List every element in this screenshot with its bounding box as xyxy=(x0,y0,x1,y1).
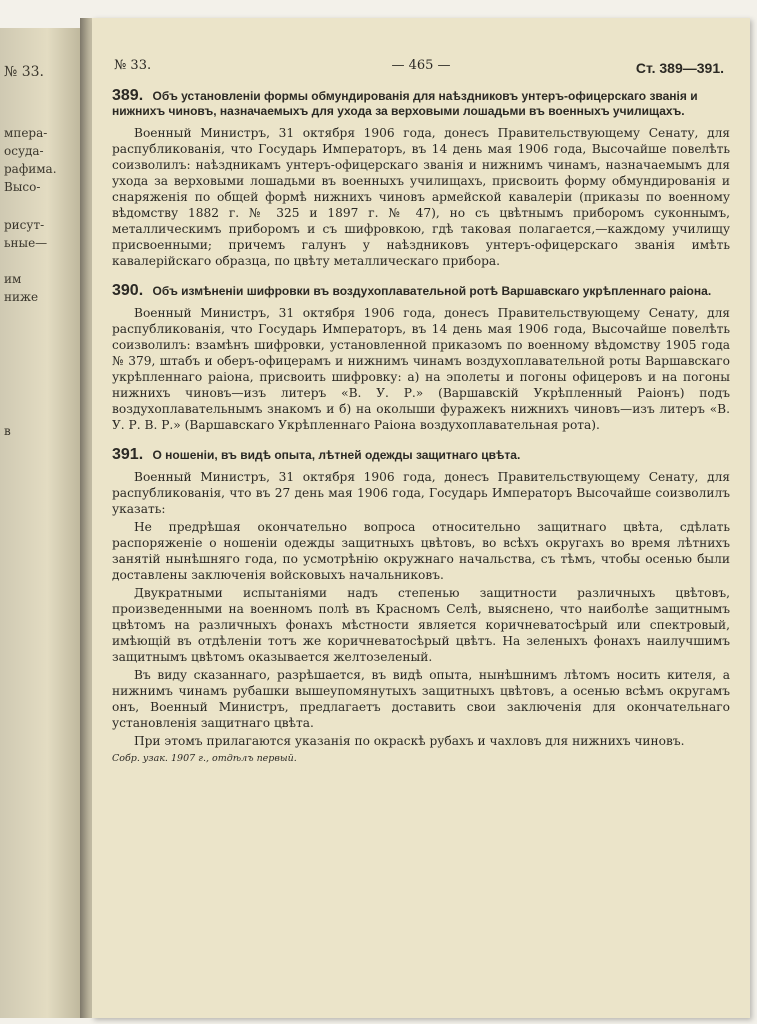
left-page-fragment: мпера- xyxy=(4,126,48,140)
left-page-fragment: в xyxy=(4,424,11,438)
article-number: 390. xyxy=(112,282,144,299)
page-footer: Собр. узак. 1907 г., отдѣлъ первый. xyxy=(112,753,297,764)
article-title: Объ установленіи формы обмундированія для наѣздниковъ унтеръ-офицерскаго званія и нижнихъ чиновъ, назначаемыхъ для ухода за верховыми лошадьми въ военныхъ училищахъ. xyxy=(112,89,698,118)
left-facing-page xyxy=(0,28,86,1018)
article-paragraph: Военный Министръ, 31 октября 1906 года, донесъ Правительствующему Сенату, для распубликованія, что Государь Императоръ, въ 14 день мая 1906 года, Высочайше повелѣть соизволилъ: наѣздникамъ унтеръ-офицерскаго званія и нижнимъ чинамъ, назначаемымъ для ухода за верховыми лошадьми въ военныхъ училищахъ, присвоить форму обмундированія и снаряженія по общей формѣ нижнихъ чиновъ армейской кавалеріи (приказы по военному вѣдомству 1882 г. № 325 и 1897 г. № 47), но съ цвѣтнымъ приборомъ суконнымъ, металлическимъ приборомъ и съ шифровкою, гдѣ таковая полагается,—каждому училищу присвоенными; причемъ галунъ у наѣздниковъ унтеръ-офицерскаго званія имѣть кавалерійскаго образца, по цвѣту металлическаго прибора. xyxy=(112,126,730,268)
document-page xyxy=(92,18,750,1018)
left-page-fragment: ьные— xyxy=(4,236,48,250)
left-page-fragment: осуда- xyxy=(4,144,44,158)
article-range: Ст. 389—391. xyxy=(635,60,724,76)
left-page-fragment: рисут- xyxy=(4,218,45,232)
left-page-fragment: Высо- xyxy=(4,180,41,194)
article-number: 389. xyxy=(112,87,144,104)
page-header xyxy=(112,58,730,88)
left-page-fragment: № 33. xyxy=(4,64,44,80)
article-389 xyxy=(112,88,730,269)
article-390 xyxy=(112,283,730,433)
article-paragraph: Военный Министръ, 31 октября 1906 года, донесъ Правительствующему Сенату, для распубликованія, что Государь Императоръ, въ 14 день мая 1906 года, Высочайше повелѣть соизволилъ: взамѣнъ шифровки, установленной приказомъ по военному вѣдомству 1905 года № 379, штабъ и оберъ-офицерамъ и нижнимъ чинамъ воздухоплавательной роты Варшавскаго укрѣпленнаго раіона, присвоить шифровку: а) на эполеты и погоны офицеровъ и на погоны нижнихъ чиновъ—изъ литеръ «В. У. Р.» (Варшавскій Укрѣпленный Раіонъ) подъ воздухоплавательнымъ знакомъ и б) на околыши фуражекъ нижнихъ чиновъ—изъ литеръ «В. У. Р. В. Р.» (Варшавскаго Укрѣпленнаго Раіона воздухоплавательная рота). xyxy=(112,306,730,432)
issue-number: № 33. xyxy=(114,58,152,73)
article-heading xyxy=(112,283,730,299)
article-heading xyxy=(112,447,730,463)
article-title: О ношеніи, въ видѣ опыта, лѣтней одежды защитнаго цвѣта. xyxy=(152,448,521,462)
article-paragraph: Въ виду сказаннаго, разрѣшается, въ видѣ опыта, нынѣшнимъ лѣтомъ носить кителя, а нижнимъ чинамъ рубашки вышеупомянутыхъ защитныхъ цвѣтовъ, а осенью всѣмъ округамъ онъ, Военный Министръ, предлагаетъ доставить свои заключенія для окончательнаго установленія защитнаго цвѣта. xyxy=(112,668,730,730)
article-heading xyxy=(112,88,730,119)
article-title: Объ измѣненіи шифровки въ воздухоплавательной ротѣ Варшавскаго укрѣпленнаго раіона. xyxy=(152,284,712,298)
article-number: 391. xyxy=(112,446,144,463)
page-number: — 465 — xyxy=(391,58,451,73)
article-paragraph: При этомъ прилагаются указанія по окраскѣ рубахъ и чахловъ для нижнихъ чиновъ. xyxy=(134,734,685,748)
article-paragraph: Двукратными испытаніями надъ степенью защитности различныхъ цвѣтовъ, произведенными на военномъ полѣ въ Красномъ Селѣ, выяснено, что наиболѣе защитнымъ цвѣтомъ на различныхъ фонахъ мѣстности является коричневатосѣрый или спектровый, имѣющій въ отдѣленіи тотъ же коричневатосѣрый цвѣтъ. На зеленыхъ фонахъ наилучшимъ защитнымъ цвѣтомъ оказывается желтозеленый. xyxy=(112,586,730,664)
left-page-fragment: им xyxy=(4,272,22,286)
page-content xyxy=(112,58,730,778)
article-391 xyxy=(112,447,730,764)
left-page-fragment: рафима. xyxy=(4,162,57,176)
article-paragraph: Военный Министръ, 31 октября 1906 года, донесъ Правительствующему Сенату, для распубликованія, что въ 27 день мая 1906 года, Государь Императоръ Высочайше соизволилъ указать: xyxy=(112,470,730,516)
left-page-fragment: ниже xyxy=(4,290,39,304)
article-paragraph: Не предрѣшая окончательно вопроса относительно защитнаго цвѣта, сдѣлать распоряженіе о ношеніи одежды защитныхъ цвѣтовъ, во всѣхъ округахъ во время лѣтнихъ занятій нынѣшняго года, по усмотрѣнію окружнаго начальства, съ тѣмъ, чтобы осенью были доставлены заключенія войсковыхъ начальниковъ. xyxy=(112,520,730,582)
